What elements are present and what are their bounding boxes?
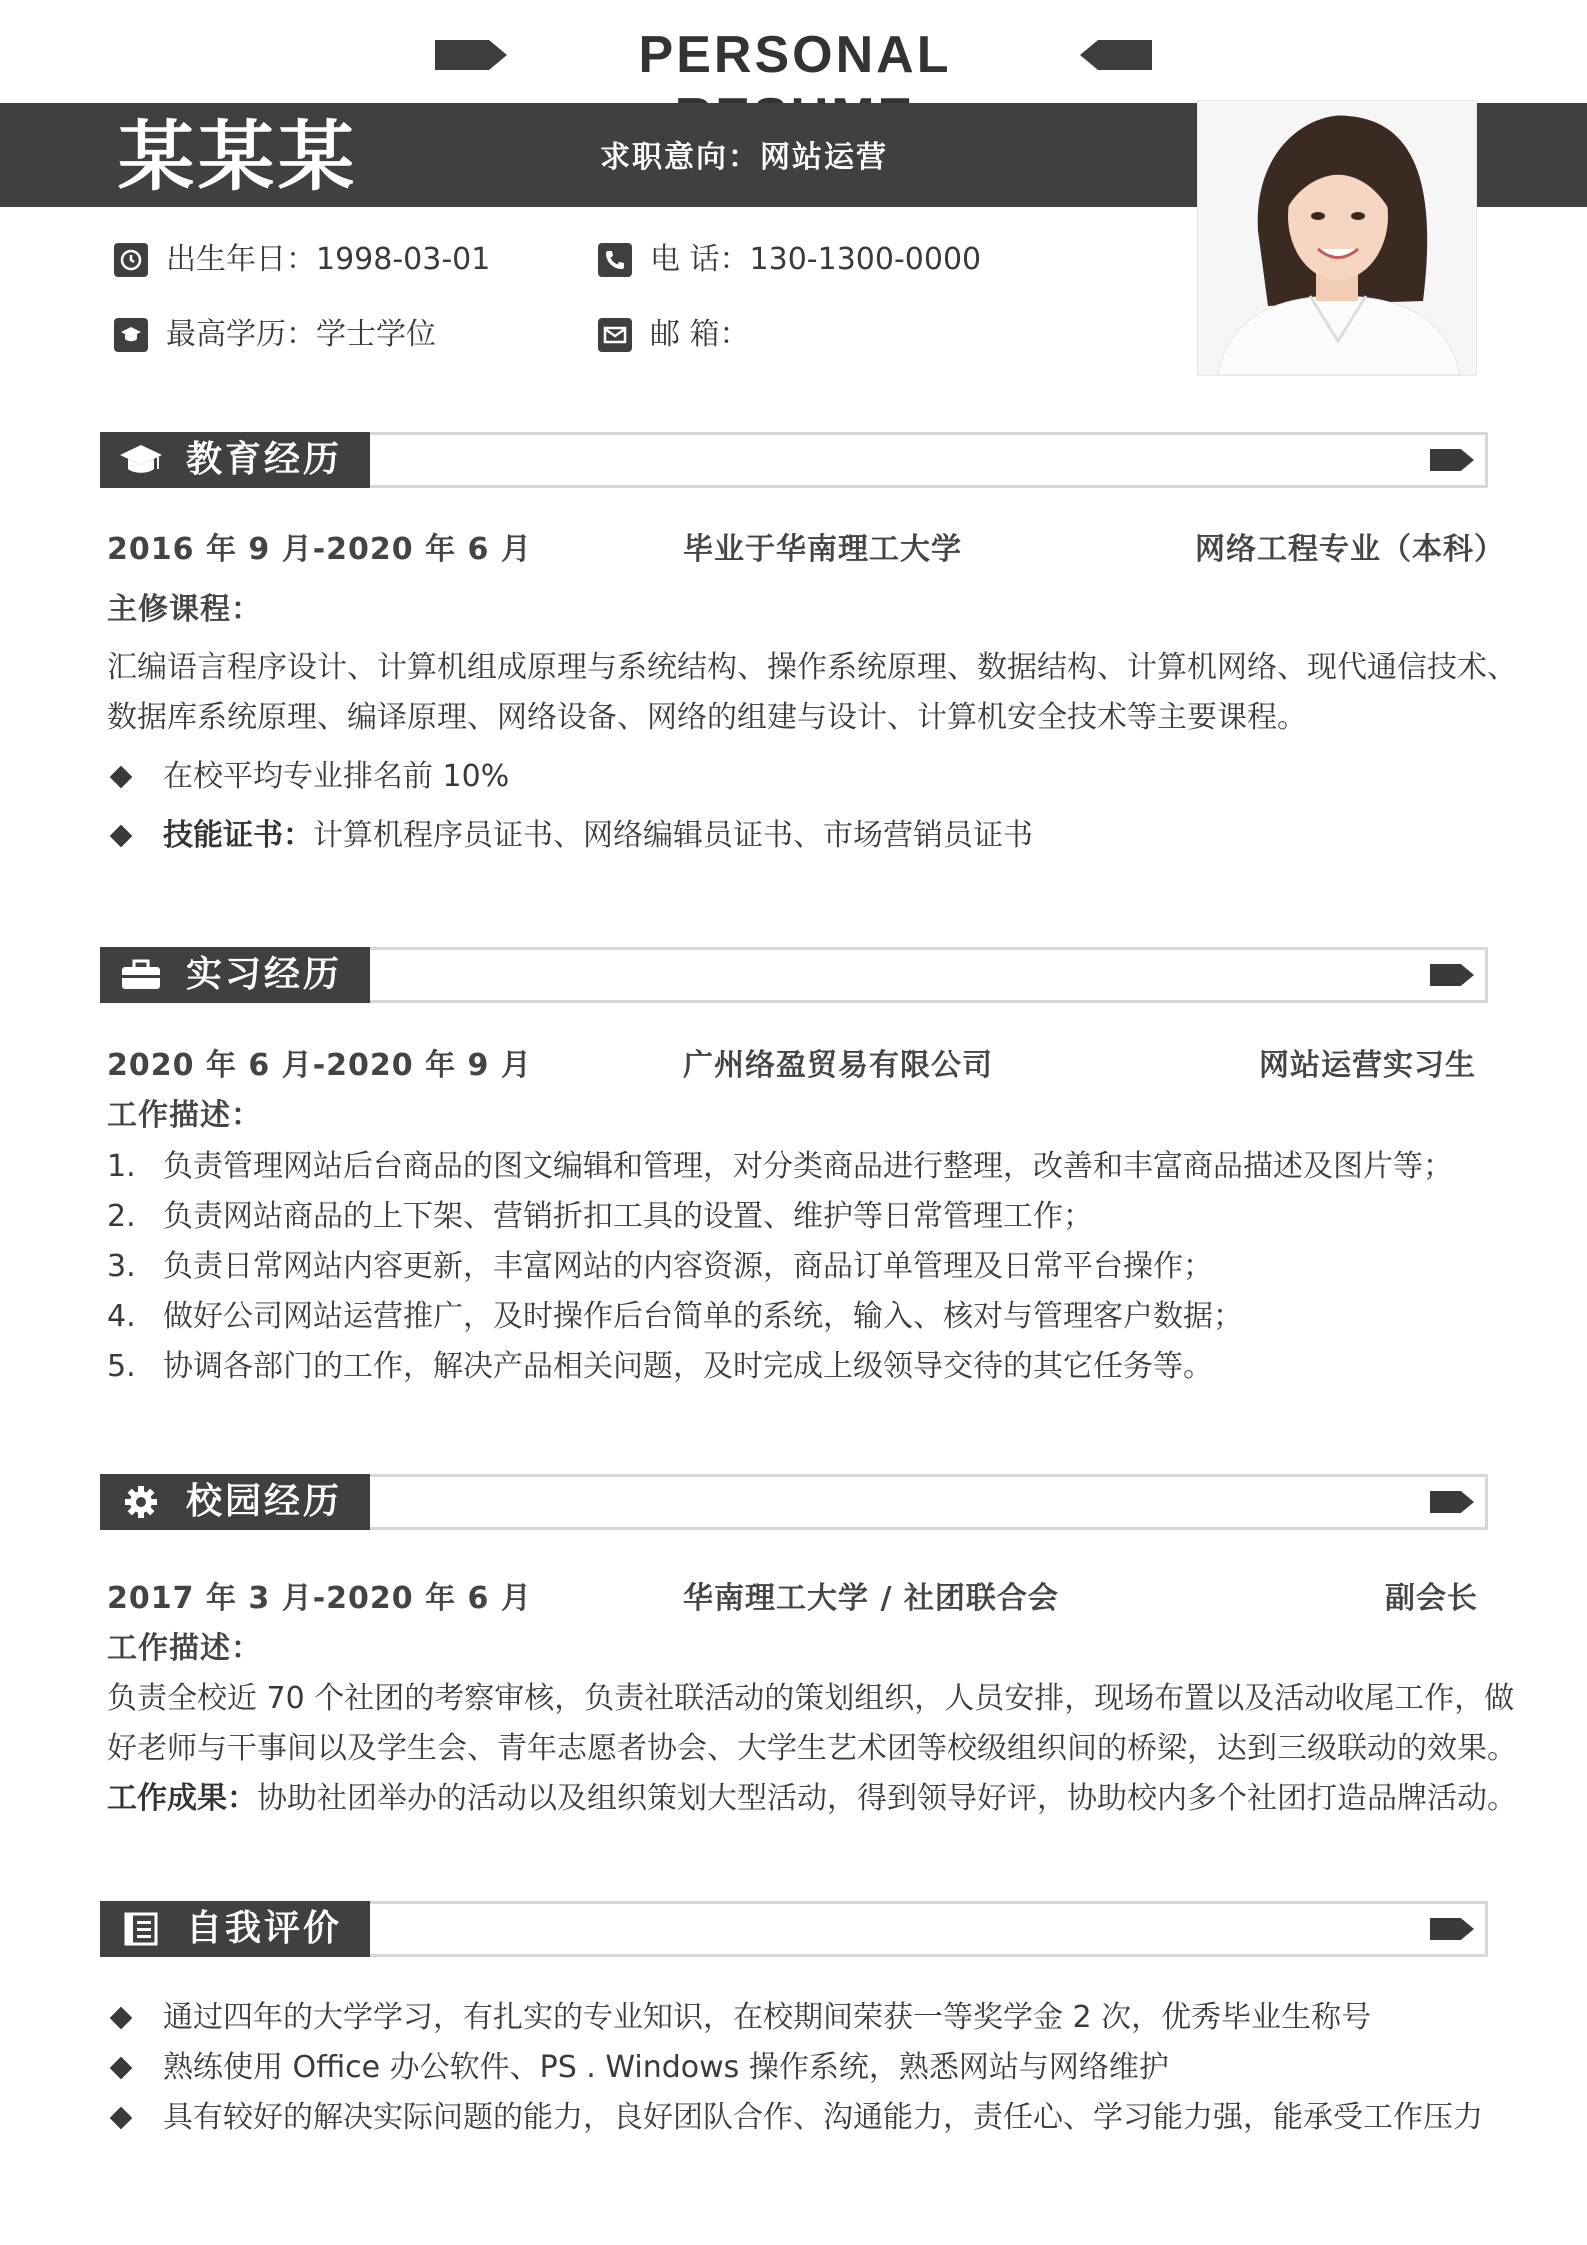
title-arrow-left-icon (435, 40, 507, 70)
internship-desc-label: 工作描述： (107, 1098, 262, 1133)
campus-role: 副会长 (1385, 1581, 1478, 1616)
campus-date: 2017 年 3 月-2020 年 6 月 (107, 1581, 532, 1616)
self-item: 熟练使用 Office 办公软件、PS . Windows 操作系统，熟悉网站与网络维护 (163, 2050, 1169, 2085)
resume-title: PERSONAL (638, 26, 952, 84)
education-bullet-rank: 在校平均专业排名前 10% (163, 759, 510, 794)
campus-result-label: 工作成果： (107, 1781, 257, 1816)
education-header (100, 432, 370, 488)
campus-result (107, 1779, 1517, 1819)
header-band-right (1475, 103, 1587, 207)
courses-line-2: 数据库系统原理、编译原理、网络设备、网络的组建与设计、计算机安全技术等主要课程。 (107, 700, 1307, 735)
briefcase-icon (118, 958, 164, 992)
bullet-diamond-icon (110, 825, 133, 848)
job-intent: 求职意向：网站运营 (600, 140, 888, 175)
internship-role: 网站运营实习生 (1259, 1048, 1476, 1083)
graduation-cap-icon (114, 318, 148, 352)
phone-number: 电 话：130-1300-0000 (650, 242, 982, 277)
internship-item-text: 负责网站商品的上下架、营销折扣工具的设置、维护等日常管理工作； (163, 1199, 1093, 1234)
internship-item-num: 3. (107, 1249, 136, 1284)
self-item: 通过四年的大学学习，有扎实的专业知识，在校期间荣获一等奖学金 2 次，优秀毕业生称号 (163, 2000, 1372, 2035)
campus-desc-line-1: 负责全校近 70 个社团的考察审核，负责社联活动的策划组织，人员安排，现场布置以及活动收尾工作，做 (107, 1681, 1515, 1716)
internship-item-num: 1. (107, 1149, 136, 1184)
self-title: 自我评价 (186, 1908, 343, 1949)
internship-item-text: 做好公司网站运营推广，及时操作后台简单的系统，输入、核对与管理客户数据； (163, 1299, 1243, 1334)
campus-org: 华南理工大学 / 社团联合会 (683, 1581, 1059, 1616)
education-title: 教育经历 (186, 439, 343, 480)
education-school: 毕业于华南理工大学 (683, 532, 962, 567)
highest-education: 最高学历：学士学位 (166, 317, 436, 352)
clock-icon (114, 243, 148, 277)
notebook-icon (118, 1912, 164, 1946)
certs-label: 技能证书： (163, 818, 313, 853)
gear-icon (118, 1485, 164, 1519)
internship-item-num: 4. (107, 1299, 136, 1334)
self-item: 具有较好的解决实际问题的能力，良好团队合作、沟通能力，责任心、学习能力强，能承受工作压力 (163, 2100, 1483, 2135)
campus-result-text: 协助社团举办的活动以及组织策划大型活动，得到领导好评，协助校内多个社团打造品牌活动。 (257, 1781, 1517, 1816)
internship-title: 实习经历 (186, 954, 343, 995)
internship-item-text: 负责管理网站后台商品的图文编辑和管理，对分类商品进行整理，改善和丰富商品描述及图片等； (163, 1149, 1453, 1184)
candidate-name: 某某某 (118, 112, 358, 201)
self-header (100, 1901, 370, 1957)
bullet-diamond-icon (110, 766, 133, 789)
campus-desc-line-2: 好老师与干事间以及学生会、青年志愿者协会、大学生艺术团等校级组织间的桥梁，达到三级联动的效果。 (107, 1731, 1517, 1766)
graduation-cap-icon (118, 443, 164, 477)
certs-text: 计算机程序员证书、网络编辑员证书、市场营销员证书 (313, 818, 1033, 853)
internship-date: 2020 年 6 月-2020 年 9 月 (107, 1048, 532, 1083)
bullet-diamond-icon (110, 2057, 133, 2080)
courses-label: 主修课程： (107, 592, 262, 627)
internship-header (100, 947, 370, 1003)
phone-icon (598, 243, 632, 277)
education-major: 网络工程专业（本科） (1195, 532, 1505, 567)
internship-item-num: 2. (107, 1199, 136, 1234)
education-bullet-certs (163, 816, 1033, 856)
campus-header (100, 1474, 370, 1530)
email: 邮 箱： (650, 317, 750, 352)
bullet-diamond-icon (110, 2007, 133, 2030)
education-date: 2016 年 9 月-2020 年 6 月 (107, 532, 532, 567)
internship-item-text: 负责日常网站内容更新，丰富网站的内容资源，商品订单管理及日常平台操作； (163, 1249, 1213, 1284)
resume-title-bar (0, 20, 1587, 90)
birth-date: 出生年日：1998-03-01 (166, 242, 491, 277)
mail-icon (598, 318, 632, 352)
profile-photo (1197, 100, 1477, 376)
internship-item-num: 5. (107, 1349, 136, 1384)
bullet-diamond-icon (110, 2107, 133, 2130)
internship-company: 广州络盈贸易有限公司 (683, 1048, 993, 1083)
campus-desc-label: 工作描述： (107, 1631, 262, 1666)
title-arrow-right-icon (1080, 40, 1152, 70)
courses-line-1: 汇编语言程序设计、计算机组成原理与系统结构、操作系统原理、数据结构、计算机网络、现代通信技术、 (107, 650, 1517, 685)
campus-title: 校园经历 (186, 1481, 343, 1522)
internship-item-text: 协调各部门的工作，解决产品相关问题，及时完成上级领导交待的其它任务等。 (163, 1349, 1213, 1384)
